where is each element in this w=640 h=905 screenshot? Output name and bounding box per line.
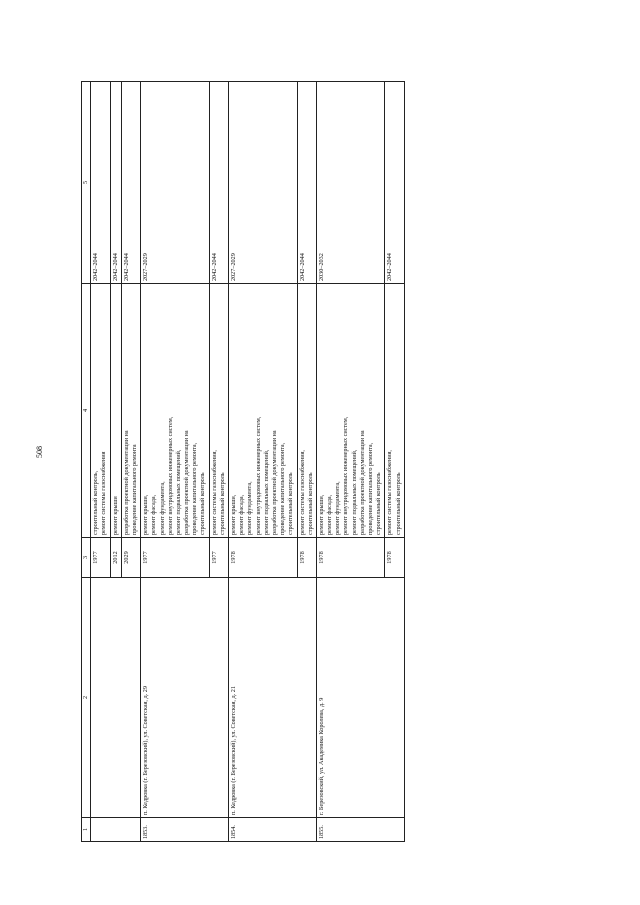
year-cell: 1978 <box>297 538 316 578</box>
address-cell: п. Кедровка (г. Березовский), ул. Советская, д. 29 <box>141 578 229 818</box>
work-description-cell: ремонт системы газоснабжения, строительный контроль <box>385 284 404 538</box>
year-cell: 1977 <box>141 538 210 578</box>
address-cell <box>91 578 141 818</box>
period-cell: 2042–2044 <box>110 82 121 284</box>
work-description-cell: ремонт системы газоснабжения, строительный контроль <box>209 284 228 538</box>
table-row <box>316 82 385 842</box>
year-cell: 1977 <box>91 538 110 578</box>
period-cell: 2042–2044 <box>385 82 404 284</box>
period-cell: 2042–2044 <box>91 82 110 284</box>
page-number: 508 <box>35 446 44 458</box>
period-cell: 2042–2044 <box>297 82 316 284</box>
header-cell-4: 4 <box>82 284 91 538</box>
header-cell-3: 3 <box>82 538 91 578</box>
period-cell: 2042–2044 <box>209 82 228 284</box>
period-cell: 2027–2029 <box>141 82 210 284</box>
work-description-cell: ремонт крыши, ремонт фасада, ремонт фундамента, ремонт внутридомовых инженерных систем, ремонт подвальных помещений, разработка проектной документации на проведение капитального ремонта, строительный контроль <box>316 284 385 538</box>
year-cell: 1977 <box>209 538 228 578</box>
year-cell: 2012 <box>110 538 121 578</box>
row-number-cell: 1855. <box>316 818 404 842</box>
work-description-cell: разработка проектной документации на проведение капитального ремонта <box>121 284 140 538</box>
header-cell-1: 1 <box>82 818 91 842</box>
year-cell: 1978 <box>229 538 298 578</box>
period-cell: 2030–2032 <box>316 82 385 284</box>
row-number-cell: 1853. <box>141 818 229 842</box>
work-description-cell: ремонт крыши, ремонт фасада, ремонт фундамента, ремонт внутридомовых инженерных систем, ремонт подвальных помещений, разработка проектной документации на проведение капитального ремонта, строительный контроль <box>229 284 298 538</box>
row-number-cell: 1854. <box>229 818 317 842</box>
row-number-cell <box>91 818 141 842</box>
work-description-cell: ремонт системы газоснабжения, строительный контроль <box>297 284 316 538</box>
work-description-cell: строительный контроль, ремонт системы газоснабжения <box>91 284 110 538</box>
header-cell-5: 5 <box>82 82 91 284</box>
table-row <box>141 82 210 842</box>
repair-schedule-table <box>81 81 405 842</box>
header-row <box>82 82 91 842</box>
table-body <box>82 82 405 842</box>
period-cell: 2027–2029 <box>229 82 298 284</box>
table-row <box>229 82 298 842</box>
year-cell: 2029 <box>121 538 140 578</box>
rotated-table-container <box>81 82 531 842</box>
year-cell: 1978 <box>316 538 385 578</box>
period-cell: 2042–2044 <box>121 82 140 284</box>
address-cell: п. Кедровка (г. Березовский), ул. Советская, д. 21 <box>229 578 317 818</box>
work-description-cell: ремонт крыши, ремонт фасада, ремонт фундамента, ремонт внутридомовых инженерных систем, ремонт подвальных помещений, разработка проектной документации на проведение капитального ремонта, строительный контроль <box>141 284 210 538</box>
address-cell: г. Березовский, ул. Академика Королева, д. 9 <box>316 578 404 818</box>
header-cell-2: 2 <box>82 578 91 818</box>
year-cell: 1978 <box>385 538 404 578</box>
work-description-cell: ремонт крыши <box>110 284 121 538</box>
table-frame <box>81 82 531 842</box>
table-row <box>91 82 110 842</box>
